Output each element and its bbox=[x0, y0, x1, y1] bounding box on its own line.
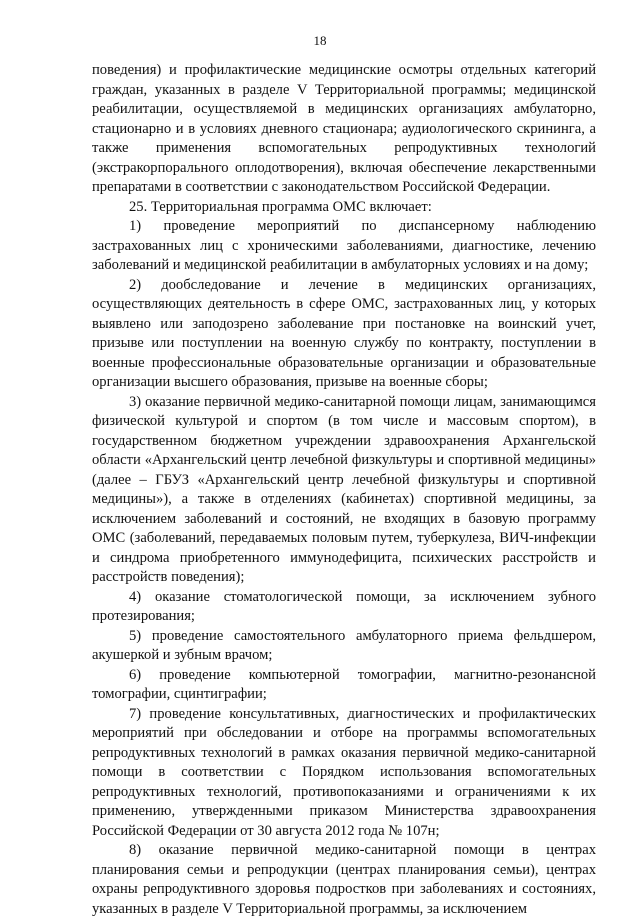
paragraph-section-25: 25. Территориальная программа ОМС включает: bbox=[129, 198, 432, 215]
list-item-7: 7) проведение консультативных, диагностических и профилактических мероприятий при обследовании и отборе на программы вспомогательных репродуктивных технологий в рамках оказания первичной медико-санитарной помощи в соответствии с Порядком использования вспомогательных репродуктивных технологий, противопоказаниями и ограничениями к их применению, утвержденными приказом Министерства здравоохранения Российской Федерации от 30 августа 2012 года № 107н; bbox=[92, 705, 596, 839]
list-item-2: 2) дообследование и лечение в медицинских организациях, осуществляющих деятельность в сфере ОМС, застрахованных лиц, у которых выявлено или заподозрено заболевание при постановке на воинский учет, призыве или поступлении на военную службу по контракту, поступлении в военные профессиональные образовательные организации и образовательные организации высшего образования, призыве на военные сборы; bbox=[92, 276, 596, 390]
list-item-3: 3) оказание первичной медико-санитарной помощи лицам, занимающимся физической культурой и спортом (в том числе и массовым спортом), в государственном бюджетном учреждении здравоохранения Архангельской области «Архангельский центр лечебной физкультуры и спортивной медицины» (далее – ГБУЗ «Архангельский центр лечебной физкультуры и спортивной медицины»), а также в отделениях (кабинетах) спортивной медицины, за исключением заболеваний и состояний, не входящих в базовую программу ОМС (заболеваний, передаваемых половым путем, туберкулеза, ВИЧ-инфекции и синдрома приобретенного иммунодефицита, психических расстройств и расстройств поведения); bbox=[92, 393, 596, 585]
list-item-8: 8) оказание первичной медико-санитарной помощи в центрах планирования семьи и репродукции (центрах планирования семьи), центрах охраны репродуктивного здоровья подростков при заболеваниях и состояниях, указанных в разделе V Территориальной программы, за исключением bbox=[92, 842, 596, 917]
list-item-4: 4) оказание стоматологической помощи, за исключением зубного протезирования; bbox=[92, 588, 596, 624]
list-item-6: 6) проведение компьютерной томографии, магнитно-резонансной томографии, сцинтиграфии; bbox=[92, 666, 596, 702]
list-item-1: 1) проведение мероприятий по диспансерному наблюдению застрахованных лиц с хроническими заболеваниями, диагностике, лечению заболеваний и медицинской реабилитации в амбулаторных условиях и на дому; bbox=[92, 218, 596, 273]
paragraph-continuation: поведения) и профилактические медицинские осмотры отдельных категорий граждан, указанных в разделе V Территориальной программы; медицинской реабилитации, осуществляемой в медицинских организациях амбулаторно, стационарно и в условиях дневного стационара; аудиологического скрининга, а также применения вспомогательных репродуктивных технологий (экстракорпорального оплодотворения), включая обеспечение лекарственными препаратами в соответствии с законодательством Российской Федерации. bbox=[92, 62, 596, 195]
page-number: 18 bbox=[313, 33, 327, 48]
document-body bbox=[92, 61, 596, 919]
list-item-5: 5) проведение самостоятельного амбулаторного приема фельдшером, акушеркой и зубным врачом; bbox=[92, 627, 596, 663]
